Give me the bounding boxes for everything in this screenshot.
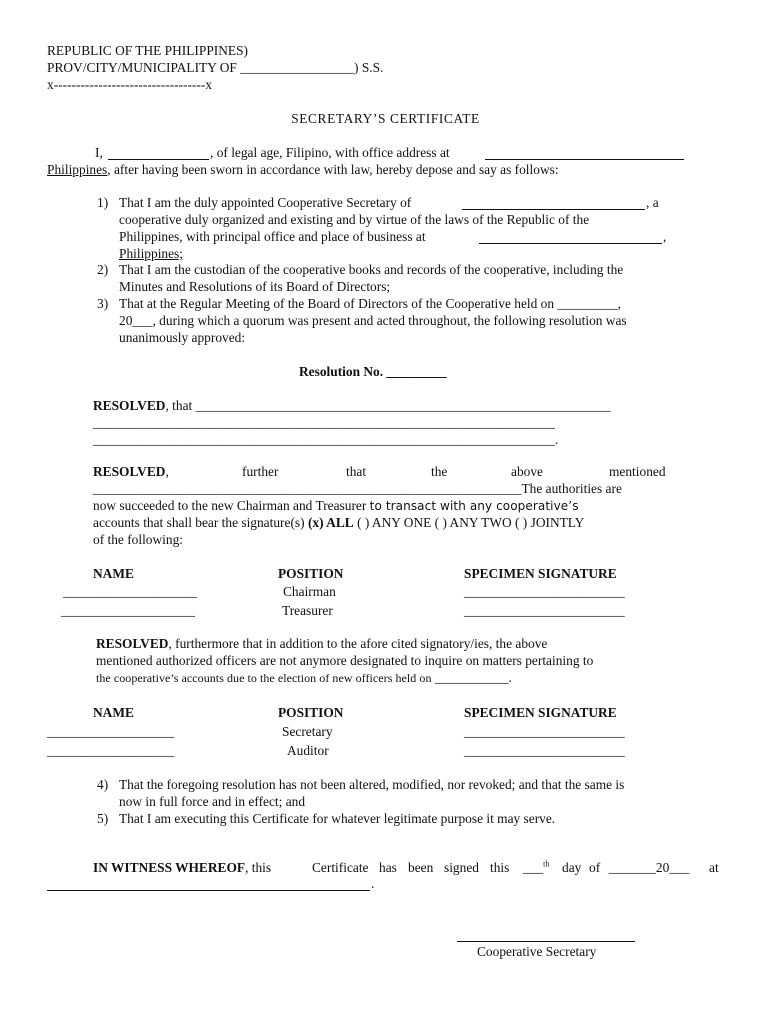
resolved-3-line-2: mentioned authorized officers are not anymore designated to inquire on matters pertaining to: [96, 653, 594, 668]
witness-date-blank: _______20___: [609, 860, 690, 875]
item-4-line-2: now in full force and in effect; and: [119, 794, 306, 809]
name-blank-line: [108, 159, 209, 160]
resolved-2-label: RESOLVED,: [93, 464, 169, 479]
table-2-header-position: POSITION: [278, 705, 344, 720]
header-separator: x----------------------------------x: [47, 77, 213, 92]
table-2-row-2-signature: ________________________: [464, 743, 625, 758]
witness-place-blank-line: [47, 890, 370, 891]
item-1-line-2: cooperative duly organized and existing and by virtue of the laws of the Republic of the: [119, 212, 590, 227]
resolved-1-line-1: RESOLVED, that ______________________________________________________________: [93, 398, 611, 413]
table-2-row-2-name: ___________________: [47, 743, 175, 758]
witness-word-this: this: [490, 860, 510, 875]
intro-line-1-mid: , of legal age, Filipino, with office address at: [210, 145, 450, 160]
cooperative-name-blank-line: [462, 209, 645, 210]
witness-word-at: at: [709, 860, 719, 875]
intro-line-2: Philippines, after having been sworn in accordance with law, hereby depose and say as follows:: [47, 162, 559, 177]
item-2-number: 2): [97, 262, 109, 277]
business-address-blank-line: [479, 243, 662, 244]
item-4-number: 4): [97, 777, 109, 792]
item-4-line-1: That the foregoing resolution has not been altered, modified, nor revoked; and that the same is: [119, 777, 625, 792]
item-3-line-3: unanimously approved:: [119, 330, 246, 345]
document-title: SECRETARY’S CERTIFICATE: [291, 111, 480, 126]
item-3-number: 3): [97, 296, 109, 311]
resolved-2-word-further: further: [242, 464, 279, 479]
resolved-2-line-5: of the following:: [93, 532, 184, 547]
table-2-row-2-position: Auditor: [287, 743, 329, 758]
resolved-2-line-3: now succeeded to the new Chairman and Treasurer to transact with any cooperative’s: [93, 498, 579, 513]
intro-line-1: I,: [95, 145, 103, 160]
table-2-header-signature: SPECIMEN SIGNATURE: [464, 705, 617, 720]
secretary-signature-line: [457, 941, 635, 942]
item-1-line-3: Philippines, with principal office and place of business at: [119, 229, 426, 244]
table-1-row-1-name: ____________________: [63, 584, 197, 599]
resolved-2-word-above: above: [511, 464, 543, 479]
witness-day-blank: ___$^{th}$: [523, 859, 550, 875]
resolved-1-line-2: _____________________________________________________________________: [93, 415, 555, 430]
item-2-line-2: Minutes and Resolutions of its Board of Directors;: [119, 279, 391, 294]
table-2-row-1-position: Secretary: [282, 724, 333, 739]
item-2-line-1: That I am the custodian of the cooperative books and records of the cooperative, including the: [119, 262, 624, 277]
cooperative-secretary-label: Cooperative Secretary: [477, 944, 597, 959]
table-1-row-2-position: Treasurer: [282, 603, 333, 618]
table-1-row-2-signature: ________________________: [464, 603, 625, 618]
item-5-line-1: That I am executing this Certificate for whatever legitimate purpose it may serve.: [119, 811, 556, 826]
resolved-1-line-3: _____________________________________________________________________.: [93, 432, 559, 447]
table-1-header-position: POSITION: [278, 566, 344, 581]
resolved-2-word-mentioned: mentioned: [609, 464, 666, 479]
resolved-2-line-2: ________________________________________________________________The authorities are: [93, 481, 622, 496]
witness-word-certificate: Certificate: [312, 860, 369, 875]
table-2-header-name: NAME: [93, 705, 134, 720]
resolved-3-line-3: the cooperative’s accounts due to the election of new officers held on ___________.: [96, 670, 512, 685]
table-1-header-name: NAME: [93, 566, 134, 581]
item-1-number: 1): [97, 195, 109, 210]
table-2-row-1-signature: ________________________: [464, 724, 625, 739]
table-1-row-1-signature: ________________________: [464, 584, 625, 599]
item-1-line-3-end: ,: [663, 229, 667, 244]
witness-period: .: [371, 876, 375, 891]
item-3-line-1: That at the Regular Meeting of the Board of Directors of the Cooperative held on _________,: [119, 296, 622, 311]
resolved-2-word-the: the: [431, 464, 448, 479]
item-1-line-4: Philippines;: [119, 246, 183, 261]
office-address-blank-line: [485, 159, 684, 160]
table-1-row-2-name: ____________________: [61, 603, 195, 618]
header-province: PROV/CITY/MUNICIPALITY OF _________________) S.S.: [47, 60, 384, 75]
witness-word-day: day: [562, 860, 582, 875]
resolved-2-line-4: accounts that shall bear the signature(s) (x) ALL ( ) ANY ONE ( ) ANY TWO ( ) JOINTLY: [93, 515, 585, 530]
resolved-3-line-1: RESOLVED, furthermore that in addition to the afore cited signatory/ies, the above: [96, 636, 548, 651]
witness-word-signed: signed: [444, 860, 479, 875]
resolution-number: Resolution No. _________: [299, 364, 447, 379]
resolved-2-word-that: that: [346, 464, 367, 479]
witness-word-been: been: [408, 860, 434, 875]
witness-label: IN WITNESS WHEREOF, this: [93, 860, 272, 875]
item-5-number: 5): [97, 811, 109, 826]
table-1-header-signature: SPECIMEN SIGNATURE: [464, 566, 617, 581]
table-1-row-1-position: Chairman: [283, 584, 336, 599]
header-republic: REPUBLIC OF THE PHILIPPINES): [47, 43, 249, 58]
item-3-line-2: 20___, during which a quorum was present and acted throughout, the following resolution was: [119, 313, 627, 328]
table-2-row-1-name: ___________________: [47, 724, 175, 739]
item-1-line-1-end: , a: [646, 195, 659, 210]
item-1-line-1: That I am the duly appointed Cooperative Secretary of: [119, 195, 412, 210]
witness-word-has: has: [379, 860, 397, 875]
witness-word-of: of: [589, 860, 601, 875]
